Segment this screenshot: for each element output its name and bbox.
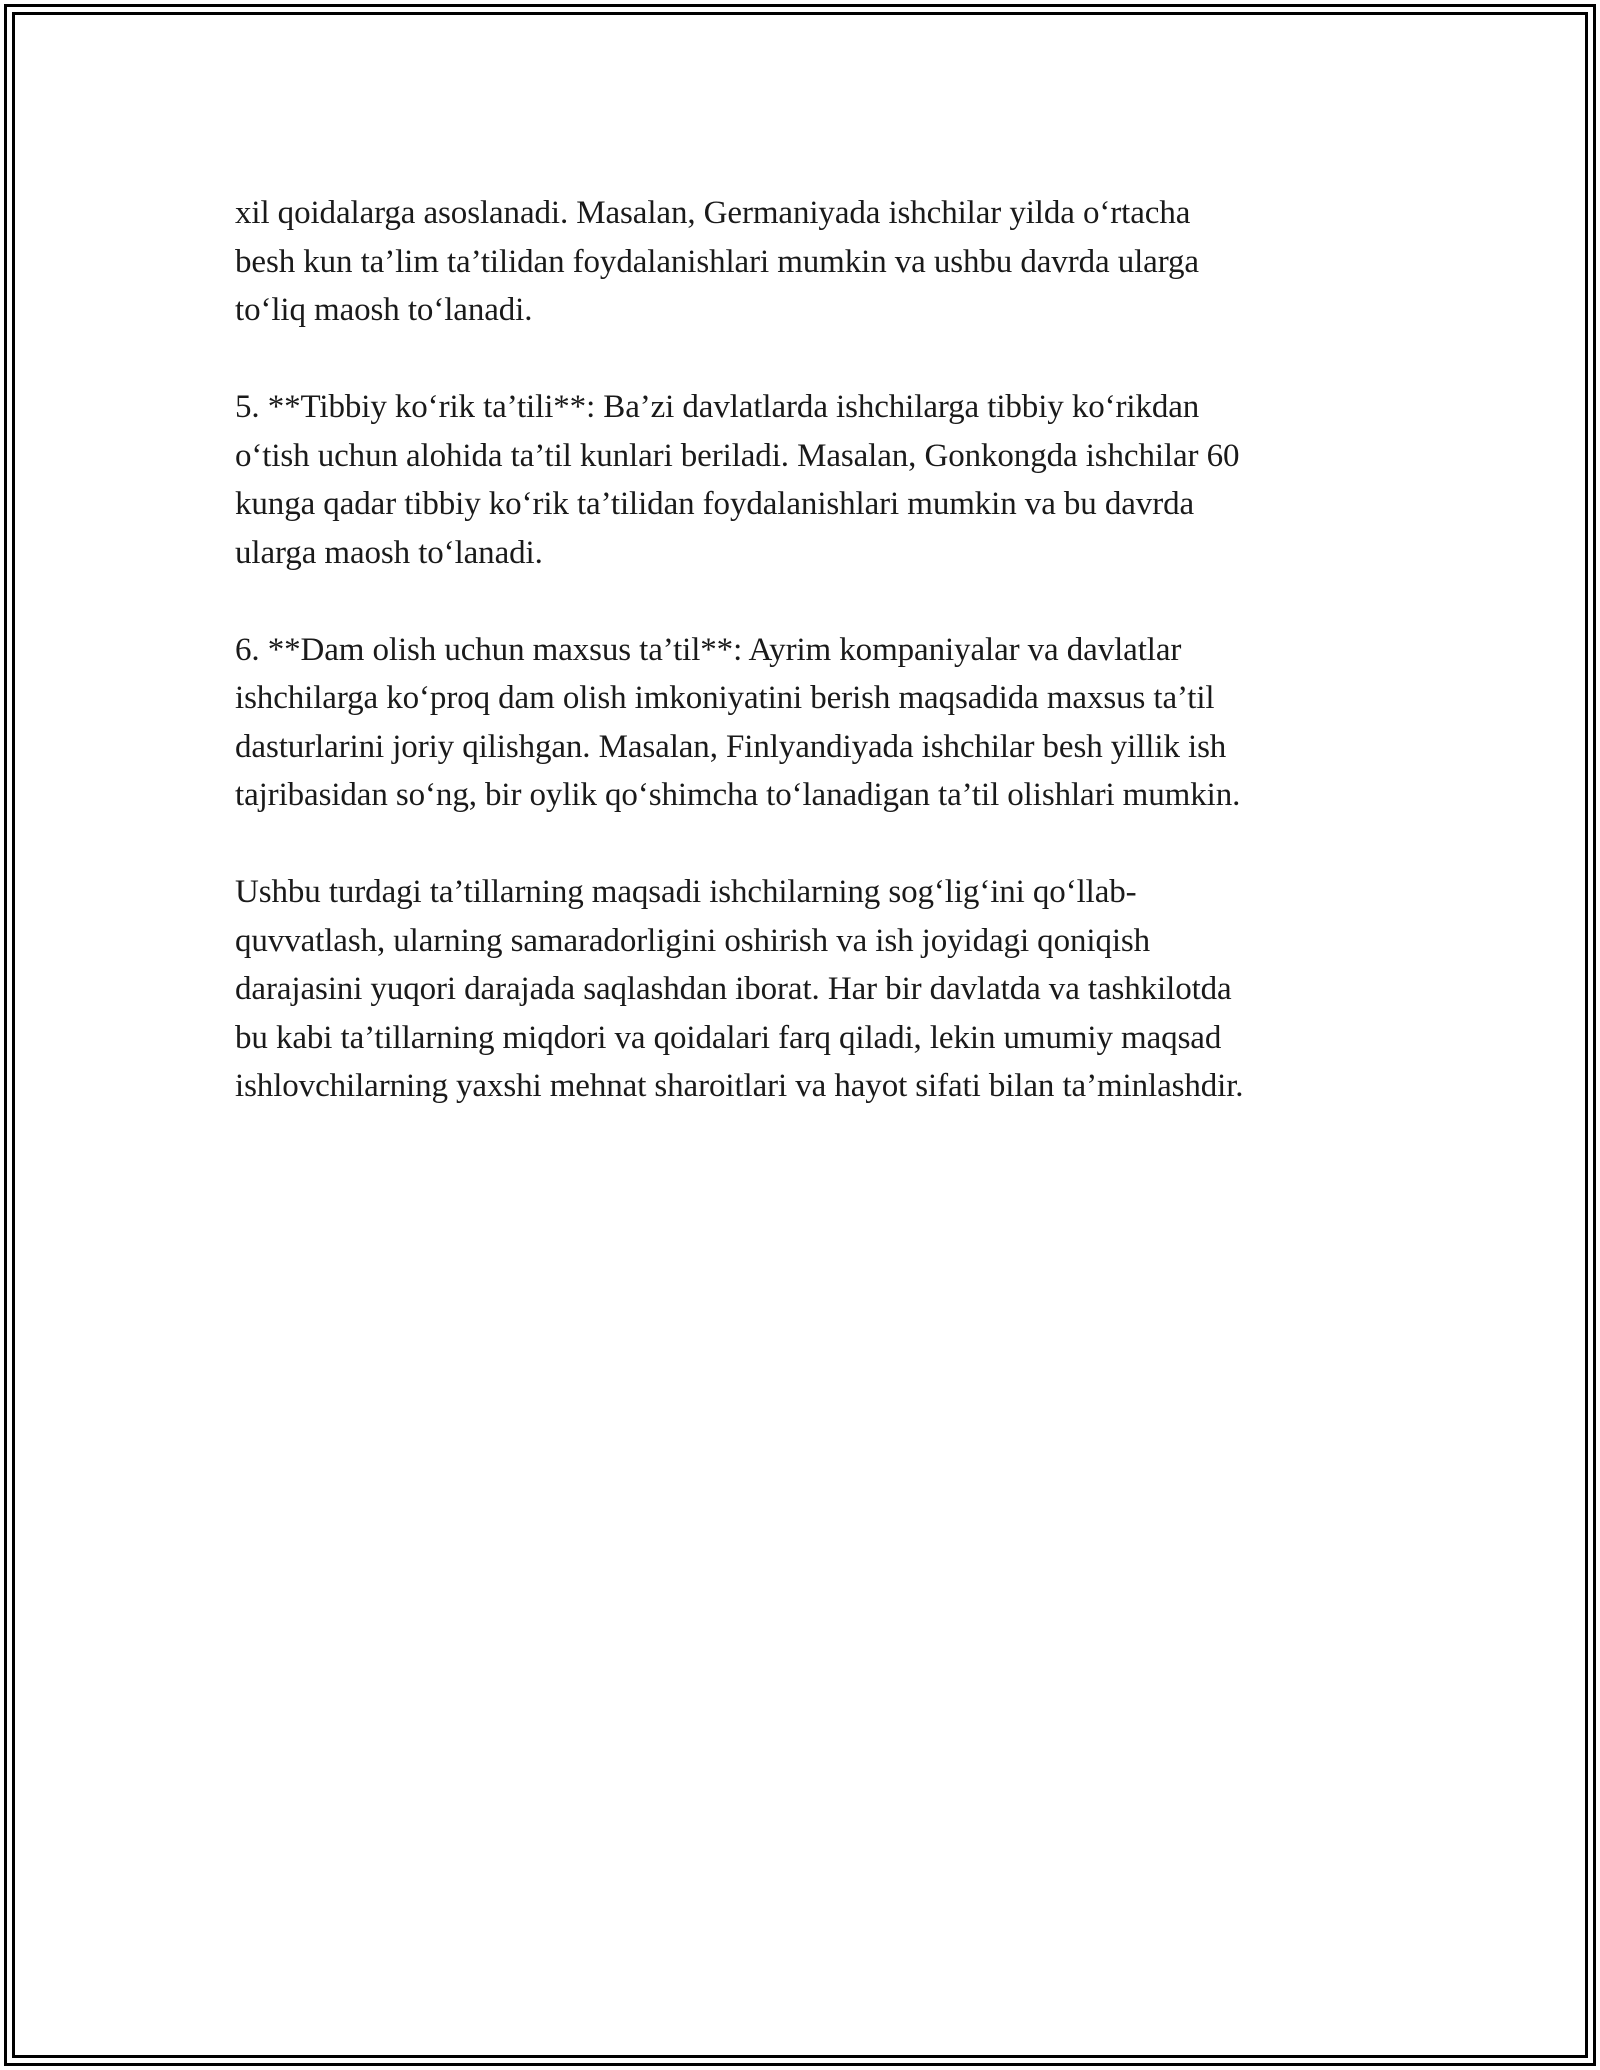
paragraph-item-5 xyxy=(235,383,1395,577)
text-line: 6. **Dam olish uchun maxsus ta’til**: Ayrim kompaniyalar va davlatlar xyxy=(235,631,1182,668)
text-line: ularga maosh to‘lanadi. xyxy=(235,534,543,571)
text-line: o‘tish uchun alohida ta’til kunlari beriladi. Masalan, Gonkongda ishchilar 60 xyxy=(235,437,1240,474)
paragraph-continuation xyxy=(235,189,1395,335)
text-line: quvvatlash, ularning samaradorligini oshirish va ish joyidagi qoniqish xyxy=(235,922,1151,959)
text-line: ishchilarga ko‘proq dam olish imkoniyatini berish maqsadida maxsus ta’til xyxy=(235,680,1215,716)
text-line: dasturlarini joriy qilishgan. Masalan, Finlyandiyada ishchilar besh yillik ish xyxy=(235,728,1227,765)
text-line: tajribasidan so‘ng, bir oylik qo‘shimcha to‘lanadigan ta’til olishlari mumkin. xyxy=(235,777,1241,813)
paragraph-conclusion xyxy=(235,868,1395,1111)
text-line: darajasini yuqori darajada saqlashdan iborat. Har bir davlatda va tashkilotda xyxy=(235,971,1232,1007)
text-line: 5. **Tibbiy ko‘rik ta’tili**: Ba’zi davlatlarda ishchilarga tibbiy ko‘rikdan xyxy=(235,389,1200,425)
text-line: ishlovchilarning yaxshi mehnat sharoitlari va hayot sifati bilan ta’minlashdir. xyxy=(235,1068,1244,1104)
text-line: besh kun ta’lim ta’tilidan foydalanishlari mumkin va ushbu davrda ularga xyxy=(235,243,1199,280)
text-line: xil qoidalarga asoslanadi. Masalan, Germaniyada ishchilar yilda o‘rtacha xyxy=(235,195,1191,231)
paragraph-item-6 xyxy=(235,626,1395,820)
document-body xyxy=(235,189,1395,1159)
text-line: to‘liq maosh to‘lanadi. xyxy=(235,292,533,328)
text-line: bu kabi ta’tillarning miqdori va qoidalari farq qiladi, lekin umumiy maqsad xyxy=(235,1019,1222,1056)
text-line: kunga qadar tibbiy ko‘rik ta’tilidan foydalanishlari mumkin va bu davrda xyxy=(235,486,1195,522)
text-line: Ushbu turdagi ta’tillarning maqsadi ishchilarning sog‘lig‘ini qo‘llab- xyxy=(235,874,1137,910)
